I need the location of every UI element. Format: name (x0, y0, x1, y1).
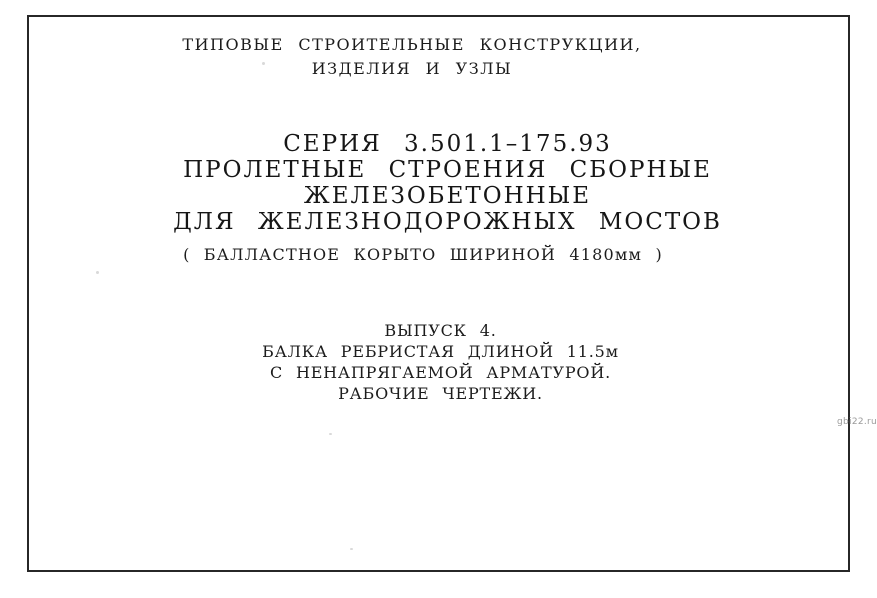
scan-speck (350, 548, 353, 550)
document-title (9, 131, 877, 235)
issue-description (2, 320, 877, 404)
issue-line-1: ВЫПУСК 4. (384, 321, 497, 340)
header-line-1: ТИПОВЫЕ СТРОИТЕЛЬНЫЕ КОНСТРУКЦИИ, (182, 35, 642, 54)
scan-speck (96, 271, 99, 274)
issue-line-2: БАЛКА РЕБРИСТАЯ ДЛИНОЙ 11.5м (262, 342, 619, 361)
series-number-line: СЕРИЯ 3.501.1–175.93 (283, 131, 612, 157)
site-watermark: gbi22.ru (837, 417, 877, 427)
issue-line-4: РАБОЧИЕ ЧЕРТЕЖИ. (338, 384, 543, 403)
title-line-4: ДЛЯ ЖЕЛЕЗНОДОРОЖНЫХ МОСТОВ (173, 209, 722, 235)
title-line-3: ЖЕЛЕЗОБЕТОННЫЕ (303, 183, 592, 209)
document-classification-header (0, 33, 824, 81)
header-line-2: ИЗДЕЛИЯ И УЗЛЫ (311, 59, 513, 78)
subtitle-line: ( БАЛЛАСТНОЕ КОРЫТО ШИРИНОЙ 4180мм ) (183, 245, 663, 264)
title-line-2: ПРОЛЕТНЫЕ СТРОЕНИЯ СБОРНЫЕ (183, 157, 712, 183)
page-border-frame (27, 15, 850, 572)
scan-speck (329, 433, 332, 435)
issue-line-3: С НЕНАПРЯГАЕМОЙ АРМАТУРОЙ. (270, 363, 611, 382)
document-subtitle (0, 245, 846, 264)
